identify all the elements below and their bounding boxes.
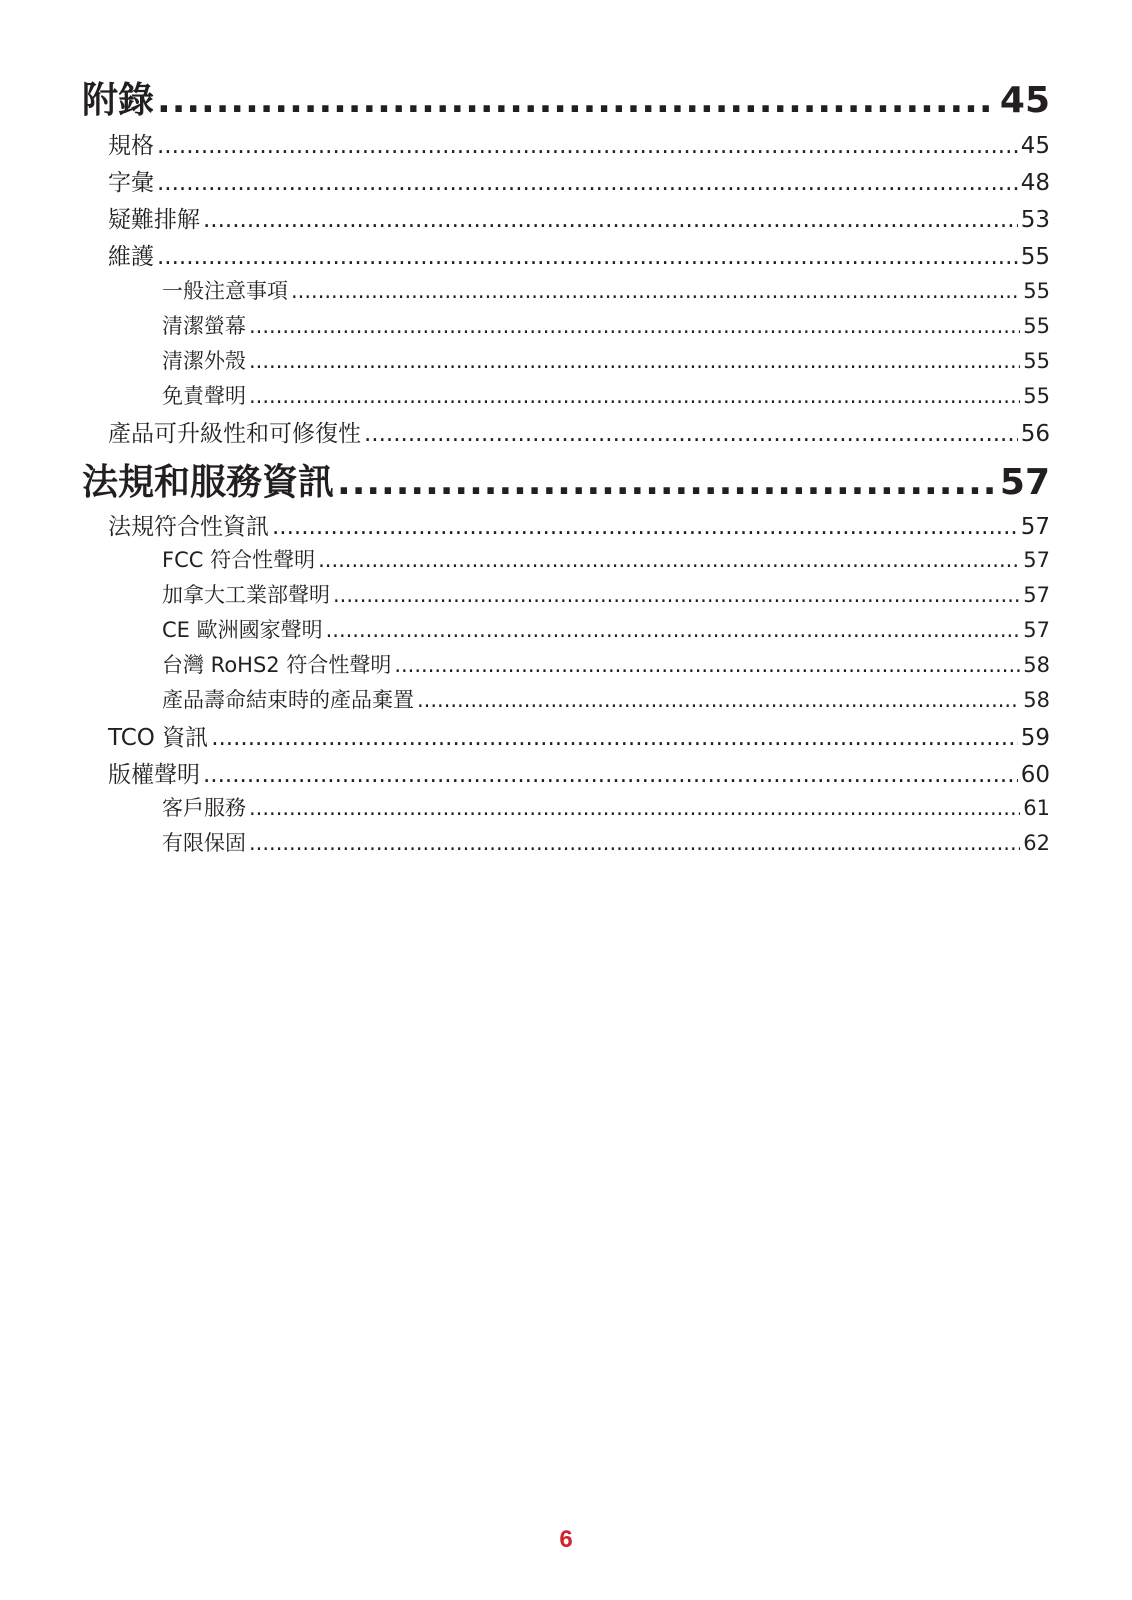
toc-entry-title: 台灣 RoHS2 符合性聲明: [162, 653, 392, 677]
toc-entry-title: 清潔螢幕: [162, 314, 246, 338]
toc-entry-page: 53: [1020, 207, 1050, 233]
toc-entry-page: 55: [1023, 349, 1050, 373]
toc-leader-dots: [272, 514, 1018, 540]
toc-entry-page: 45: [1020, 133, 1050, 159]
toc-leader-dots: [157, 80, 997, 121]
toc-entry-title: 產品可升級性和可修復性: [108, 421, 361, 447]
toc-subentry[interactable]: [162, 614, 1050, 644]
toc-entry-page: 59: [1020, 725, 1050, 751]
toc-leader-dots: [249, 384, 1020, 408]
toc-leader-dots: [364, 421, 1018, 447]
toc-entry-page: 57: [1023, 548, 1050, 572]
toc-leader-dots: [249, 796, 1020, 820]
toc-entry-title: CE 歐洲國家聲明: [162, 618, 323, 642]
toc-entry-page: 55: [1023, 279, 1050, 303]
toc-entry-title: 法規符合性資訊: [108, 514, 269, 540]
toc-leader-dots: [291, 279, 1020, 303]
toc-entry-page: 56: [1020, 421, 1050, 447]
toc-leader-dots: [417, 688, 1020, 712]
toc-entry-page: 57: [999, 462, 1050, 503]
toc-entry-page: 57: [1023, 618, 1050, 642]
toc-leader-dots: [249, 349, 1020, 373]
toc-leader-dots: [249, 831, 1020, 855]
toc-entry-title: 加拿大工業部聲明: [162, 583, 330, 607]
toc-subentry[interactable]: [162, 792, 1050, 822]
toc-section-appendix[interactable]: [82, 72, 1050, 123]
toc-entry[interactable]: [108, 756, 1050, 789]
toc-entry-page: 58: [1023, 688, 1050, 712]
toc-leader-dots: [211, 725, 1018, 751]
toc-leader-dots: [394, 653, 1020, 677]
toc-entry-page: 60: [1020, 762, 1050, 788]
toc-leader-dots: [157, 244, 1018, 270]
toc-entry[interactable]: [108, 201, 1050, 234]
toc-leader-dots: [326, 618, 1021, 642]
toc-entry[interactable]: [108, 719, 1050, 752]
toc-entry-title: 疑難排解: [108, 207, 200, 233]
toc-entry-page: 48: [1020, 170, 1050, 196]
toc-leader-dots: [318, 548, 1020, 572]
toc-entry-title: 法規和服務資訊: [82, 462, 335, 503]
toc-entry-title: 維護: [108, 244, 154, 270]
toc-leader-dots: [203, 762, 1018, 788]
toc-entry-title: 附錄: [82, 80, 155, 121]
toc-entry-page: 55: [1020, 244, 1050, 270]
toc-entry[interactable]: [108, 164, 1050, 197]
toc-leader-dots: [333, 583, 1020, 607]
toc-entry-title: 規格: [108, 133, 154, 159]
toc-entry-page: 45: [999, 80, 1050, 121]
toc-entry-page: 62: [1023, 831, 1050, 855]
toc-entry-title: 產品壽命結束時的產品棄置: [162, 688, 414, 712]
toc-entry-page: 58: [1023, 653, 1050, 677]
toc-subentry[interactable]: [162, 275, 1050, 305]
toc-subentry[interactable]: [162, 649, 1050, 679]
toc-entry[interactable]: [108, 238, 1050, 271]
toc-entry-title: TCO 資訊: [108, 725, 209, 751]
toc-subentry[interactable]: [162, 579, 1050, 609]
page-number: 6: [559, 1526, 573, 1553]
toc-subentry[interactable]: [162, 684, 1050, 714]
toc-leader-dots: [203, 207, 1018, 233]
toc-entry-title: 清潔外殼: [162, 349, 246, 373]
toc-section-regulatory[interactable]: [82, 454, 1050, 505]
toc-entry-title: FCC 符合性聲明: [162, 548, 316, 572]
toc-entry[interactable]: [108, 508, 1050, 541]
toc-leader-dots: [337, 462, 997, 503]
toc-leader-dots: [249, 314, 1020, 338]
toc-entry-page: 57: [1023, 583, 1050, 607]
toc-leader-dots: [157, 133, 1018, 159]
toc-entry-title: 免責聲明: [162, 384, 246, 408]
toc-entry-title: 有限保固: [162, 831, 246, 855]
toc-entry-page: 57: [1020, 514, 1050, 540]
toc-entry-page: 55: [1023, 314, 1050, 338]
toc-leader-dots: [157, 170, 1018, 196]
toc-entry[interactable]: [108, 415, 1050, 448]
toc-entry-title: 字彙: [108, 170, 154, 196]
toc-entry-title: 一般注意事項: [162, 279, 288, 303]
toc-entry-page: 61: [1023, 796, 1050, 820]
toc-subentry[interactable]: [162, 380, 1050, 410]
toc-subentry[interactable]: [162, 544, 1050, 574]
toc-subentry[interactable]: [162, 345, 1050, 375]
toc-subentry[interactable]: [162, 827, 1050, 857]
toc-subentry[interactable]: [162, 310, 1050, 340]
toc-entry-title: 版權聲明: [108, 762, 200, 788]
toc-entry[interactable]: [108, 127, 1050, 160]
toc-entry-page: 55: [1023, 384, 1050, 408]
toc-entry-title: 客戶服務: [162, 796, 246, 820]
